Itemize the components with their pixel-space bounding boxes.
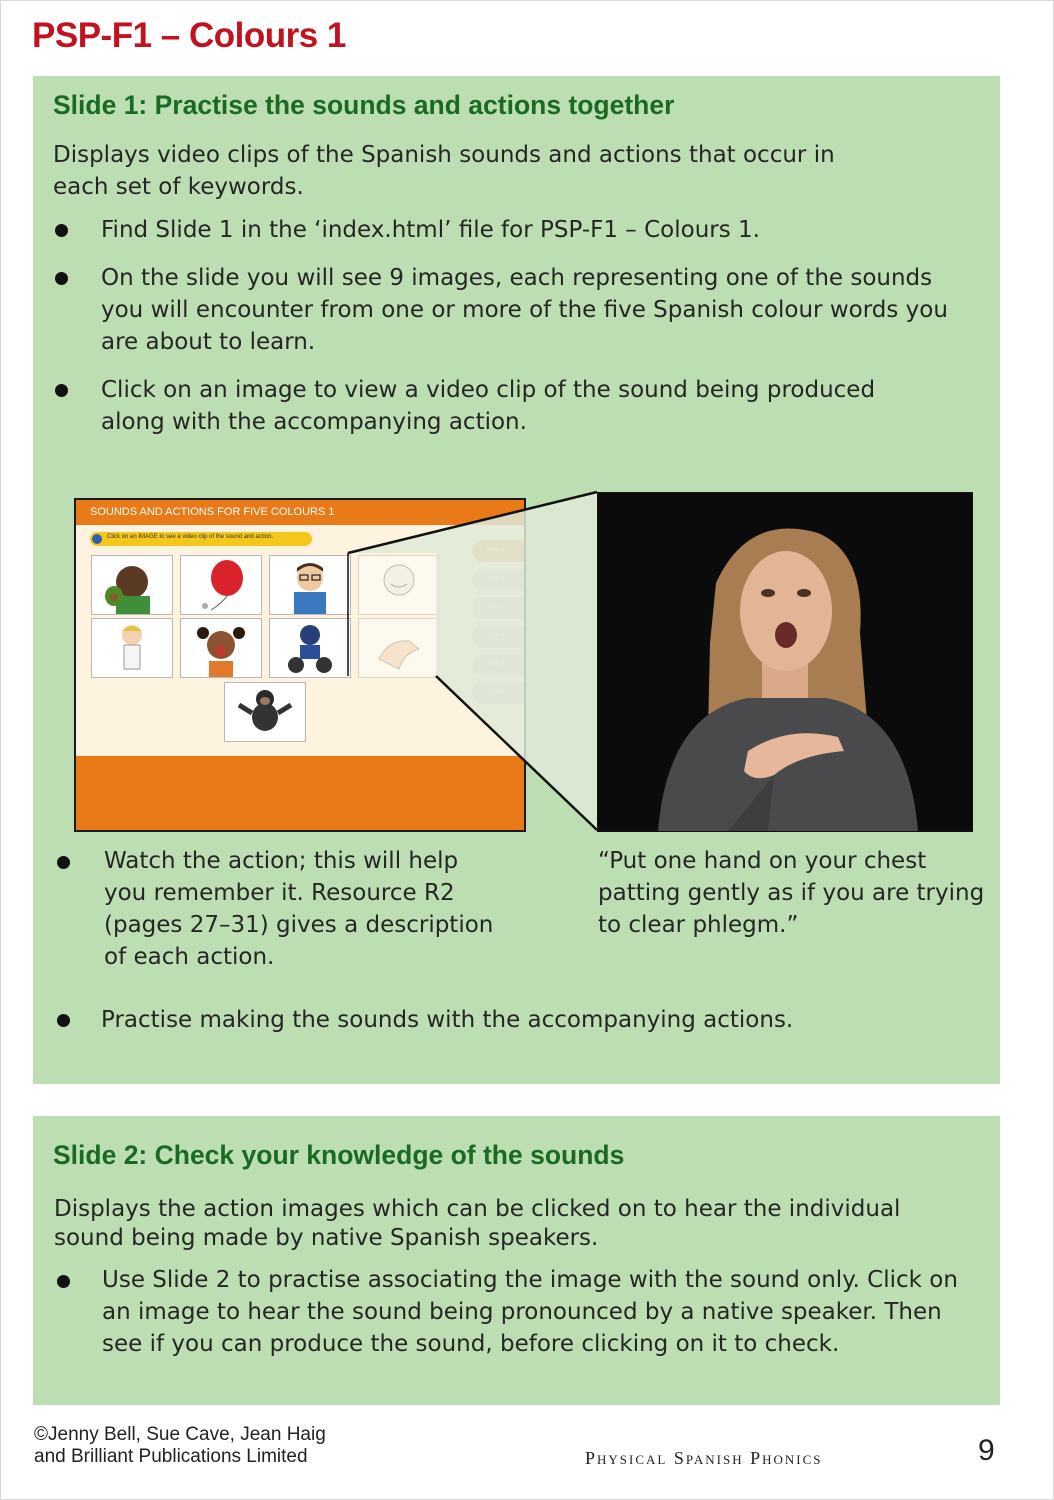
slide1-intro-line: each set of keywords. xyxy=(53,174,304,200)
quote-line: to clear phlegm.” xyxy=(598,912,799,938)
slide-title: SOUNDS AND ACTIONS FOR FIVE COLOURS 1 xyxy=(90,506,335,518)
bullet-line: along with the accompanying action. xyxy=(101,409,527,435)
bullet-line: (pages 27–31) gives a description xyxy=(104,912,494,938)
copyright-line: and Brilliant Publications Limited xyxy=(34,1446,308,1467)
page-title: PSP-F1 – Colours 1 xyxy=(32,16,346,55)
bullet-line: Watch the action; this will help xyxy=(104,848,459,874)
video-clip-still[interactable] xyxy=(597,492,973,832)
slide2-intro-line: sound being made by native Spanish speakers. xyxy=(54,1225,599,1251)
bullet-line: you will encounter from one or more of the five Spanish colour words you xyxy=(101,297,948,323)
quote-line: patting gently as if you are trying xyxy=(598,880,985,906)
bullet-dot xyxy=(57,856,70,869)
copyright-line: ©Jenny Bell, Sue Cave, Jean Haig xyxy=(34,1424,326,1445)
bullet-line: see if you can produce the sound, before clicking on it to check. xyxy=(102,1331,840,1357)
copyright-notice xyxy=(34,1424,326,1468)
slide2-panel xyxy=(33,1116,1000,1405)
bullet-dot xyxy=(57,1014,70,1027)
slide1-intro-line: Displays video clips of the Spanish sounds and actions that occur in xyxy=(53,142,835,168)
quote-line: “Put one hand on your chest xyxy=(598,848,927,874)
slide2-heading: Slide 2: Check your knowledge of the sounds xyxy=(53,1140,625,1170)
slide1-heading: Slide 1: Practise the sounds and actions together xyxy=(53,90,675,120)
bullet-line: are about to learn. xyxy=(101,329,316,355)
slide1-bullet-5: Practise making the sounds with the accompanying actions. xyxy=(101,1007,794,1033)
book-title: Physical Spanish Phonics xyxy=(585,1448,823,1468)
bullet-dot xyxy=(57,1275,70,1288)
bullet-line: of each action. xyxy=(104,944,275,970)
woman-demonstrating-action-image xyxy=(598,493,972,831)
slide2-intro-line: Displays the action images which can be clicked on to hear the individual xyxy=(54,1196,901,1222)
bullet-line: an image to hear the sound being pronounced by a native speaker. Then xyxy=(102,1299,942,1325)
bullet-line: Click on an image to view a video clip of the sound being produced xyxy=(101,377,876,403)
action-description-quote xyxy=(598,845,984,941)
slide1-bullet-1: Find Slide 1 in the ‘index.html’ file for PSP-F1 – Colours 1. xyxy=(101,217,760,243)
slide1-bullet-4 xyxy=(104,845,493,973)
page-number: 9 xyxy=(978,1434,995,1467)
slide2-bullet-1 xyxy=(102,1264,958,1360)
bullet-line: you remember it. Resource R2 xyxy=(104,880,455,906)
slide2-intro xyxy=(54,1195,900,1253)
info-text: Click on an IMAGE to see a video clip of the sound and action. xyxy=(107,534,274,540)
bullet-line: On the slide you will see 9 images, each representing one of the sounds xyxy=(101,265,933,291)
bullet-line: Use Slide 2 to practise associating the image with the sound only. Click on xyxy=(102,1267,958,1293)
